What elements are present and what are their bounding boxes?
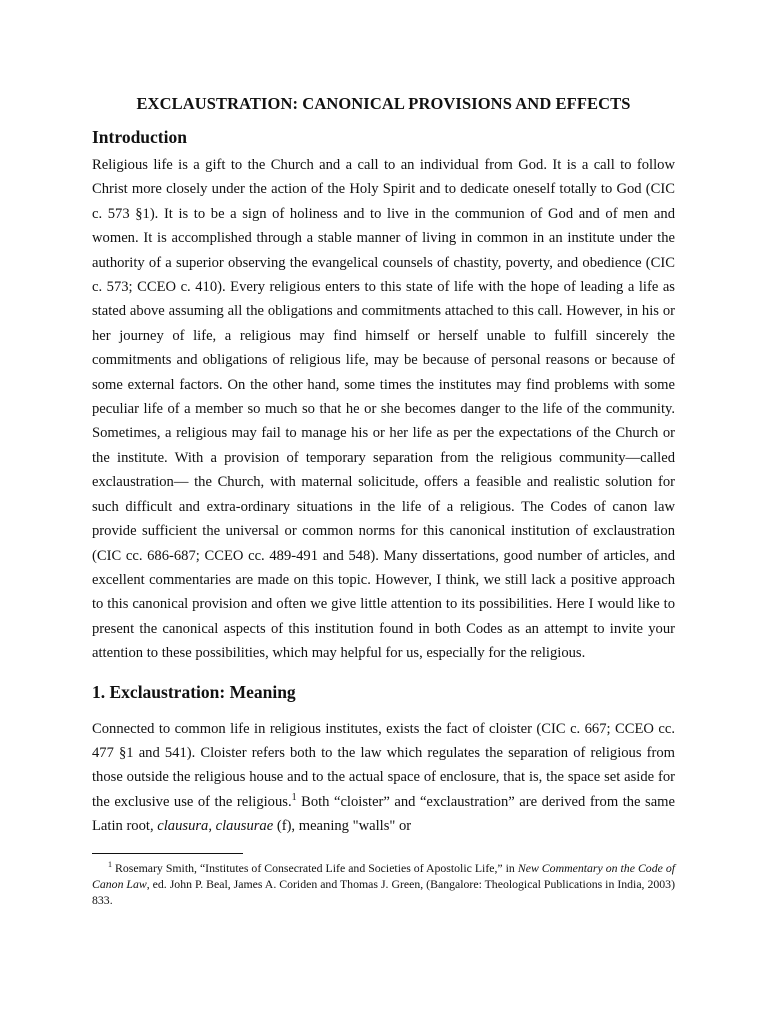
meaning-text-part-1: Connected to common life in religious institutes, exists the fact of cloister (CIC c. 667; CCEO cc. 477 §1 and 541). Cloister refers both to the law which regulates the separation of religious from those outside the religious house and to the actual space of enclosure, that is, the space set aside for the exclusive use of the religious. — [92, 720, 675, 810]
meaning-text-part-3: (f), meaning "walls" or — [273, 818, 412, 835]
footnote-text-part-2: , ed. John P. Beal, James A. Coriden and Thomas J. Green, (Bangalore: Theological Publications in India, 2003) 833. — [92, 876, 675, 907]
term-separator: , — [208, 818, 216, 835]
meaning-paragraph — [92, 717, 675, 839]
footnote-book-title: New Commentary on the Code of Canon Law — [92, 860, 676, 891]
footnote-divider — [92, 853, 243, 854]
latin-term-clausurae: clausurae — [215, 818, 274, 835]
document-title: EXCLAUSTRATION: CANONICAL PROVISIONS AND EFFECTS — [136, 94, 631, 113]
section-heading-meaning: 1. Exclaustration: Meaning — [92, 681, 296, 702]
document-page — [92, 84, 675, 908]
intro-heading: Introduction — [92, 127, 187, 147]
intro-paragraph: Religious life is a gift to the Church and a call to an individual from God. It is a call to follow Christ more closely under the action of the Holy Spirit and to dedicate oneself totally to God (CIC c. 573 §1). It is to be a sign of holiness and to live in the communion of God and of men and women. It is accomplished through a stable manner of living in common in an institute under the authority of a superior observing the evangelical counsels of chastity, poverty, and obedience (CIC c. 573; CCEO c. 410). Every religious enters to this state of life with the hope of leading a life as stated above assuming all the obligations and commitments attached to this call. However, in his or her journey of life, a religious may find himself or herself unable to fulfill sincerely the commitments and obligations of religious life, may be because of personal reasons or because of some external factors. On the other hand, some times the institutes may find problems with some peculiar life of a member so much so that he or she becomes danger to the life of the community. Sometimes, a religious may fail to manage his or her life as per the expectations of the Church or the institute. With a provision of temporary separation from the religious community—called exclaustration— the Church, with maternal solicitude, offers a feasible and realistic solution for such difficult and extra-ordinary situations in the life of a religious. The Codes of canon law provide sufficient the universal or common norms for this canonical institution of exclaustration (CIC cc. 686-687; CCEO cc. 489-491 and 548). Many dissertations, good number of articles, and excellent commentaries are made on this topic. However, I think, we still lack a positive approach to this canonical provision and often we give little attention to its possibilities. Here I would like to present the canonical aspects of this institution found in both Codes as an attempt to invite your attention to these possibilities, which may helpful for us, especially for the religious. — [92, 157, 675, 662]
latin-term-clausura: clausura — [157, 818, 209, 835]
footnote-reference[interactable]: 1 — [291, 791, 297, 803]
meaning-text-part-2: Both “cloister” and “exclaustration” are derived from the same Latin root, — [92, 793, 676, 835]
footnote-text-part-1: Rosemary Smith, “Institutes of Consecrated Life and Societies of Apostolic Life,” in — [112, 860, 518, 875]
footnote — [92, 860, 675, 908]
footnote-number: 1 — [108, 859, 112, 869]
